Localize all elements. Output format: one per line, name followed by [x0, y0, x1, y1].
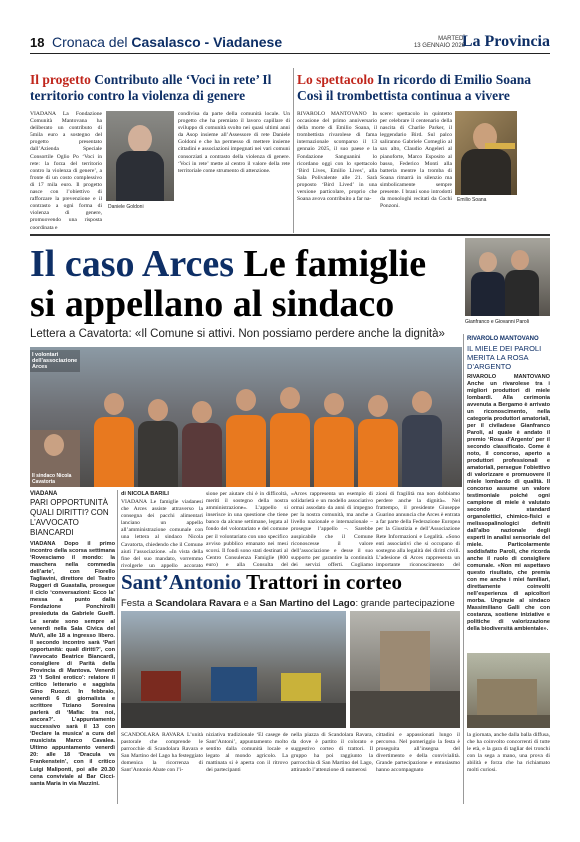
- section-title: Cronaca del Casalasco - Viadanese: [52, 34, 283, 50]
- page-header: [30, 34, 550, 54]
- santantonio-headline: Sant’Antonio Trattori in corteo: [121, 570, 402, 594]
- main-col4: zioni di fragilità ma non dobbiamo perdere anche la dignità». Nel frattempo, il presidente Giuseppe Guarino annuncia che Arces è entrata a far parte della Federazione Europea per la Giustizia e dell’Associazione Rete Informazioni e Legalità. «Sono enti associativi che si occupano di sostegno alla legalità dei diritti civili. L’adesione di Arces rappresenta un importante riconoscimento del: [376, 491, 460, 568]
- main-col2: sione per aiutare chi è in difficoltà, meriti il sostegno della nostra amministrazione». L’appello si inserisce in una questione che tiene banco da alcune settimane, legata al fondo del volontariato e del comune per il volontariato con uno specifico avviso pubblico emanato nei mesi scorsi. Il fondi sono stati destinati al Centro Consulenza Famiglie (800 euro) e alla Consulta del: [206, 491, 288, 568]
- column-divider: [293, 68, 294, 233]
- left-title: PARI OPPORTUNITÀ QUALI DIRITTI? CON L’AVVOCATO BIANCARDI: [30, 498, 109, 537]
- story1-photo: [106, 111, 174, 201]
- paroli-photo-caption: Gianfranco e Giovanni Paroli: [465, 319, 529, 325]
- mayor-inset-photo: [30, 430, 80, 487]
- main-headline: Il caso Arces Le famiglie si appellano al sindaco: [30, 243, 427, 325]
- story2-col2: scere: spettacolo in quintetto per celebrare il centenario della nascita di Charlie Parker, il leggendario Bird. Sul palco saliranno Gabriele Comeglio al sax alto, Claudio Angeleri al pianoforte, Marco Esposito al basso, Federico Monti alla batteria mentre la tromba di Soana rimarrà in silenzio ma simbolicamente sempre presente. I brani sono introdotti da monologhi recitati da Cochi Ponzoni.: [380, 111, 452, 210]
- santantonio-subtitle: Festa a Scandolara Ravara e a San Martino del Lago: grande partecipazione: [121, 598, 455, 609]
- santantonio-col2: niziativa tradizionale ‘El casege de Sant’Antoni’, appuntamento molto sentito dalla comunità locale e legato al mondo agricolo. La mattinata si è aperta con il ritrovo dei partecipanti: [206, 732, 288, 774]
- story2-col1: RIVAROLO MANTOVANO In occasione del primo anniversario della morte di Emilio Soana, il trombettista rivarolese di fama internazionale scomparso il 13 gennaio 2025, il suo paese e la Fondazione Sanguanini lo ricordano oggi con lo spettacolo ‘Bird Lives, Emilio Lives’, alla Sala Polivalente alle 21. Sarà proposto ‘Bird Lived’ in una versione particolare, proprio che Soana avova contribuito a far na-: [297, 111, 377, 203]
- paroli-photo: [465, 238, 550, 316]
- santantonio-col4: cittadini e appassionati lungo il percorso. Nel pomeriggio la festa è proseguita all’insegna del divertimento e della convivialità. Grande partecipazione e entusiasmo hanno accompagnato: [376, 732, 460, 774]
- story2-photo-trumpeter: [455, 111, 517, 195]
- byline: di NICOLA BARILI: [121, 491, 169, 497]
- left-kicker: VIADANA: [30, 491, 58, 497]
- santantonio-col5: la giornata, anche dalla balla diffusa, che ha coinvolto concorrenti di tutte le età, e la gara di tagliar dei tronchi con la sega a mano, una prova di abilità e forza che ha richiamato molti curiosi.: [467, 732, 550, 774]
- sidebar-kicker: RIVAROLO MANTOVANO: [467, 336, 539, 342]
- main-subtitle: Lettera a Cavatorta: «Il Comune si attivi. Non possiamo perdere anche la dignità»: [30, 328, 445, 340]
- newspaper-logo: La Provincia: [461, 33, 550, 50]
- sidebar-title: IL MIELE DEI PAROLI MERITA LA ROSA D’ARGENTO: [467, 344, 542, 371]
- column-divider: [117, 490, 118, 804]
- page-number: 18: [30, 35, 45, 50]
- santantonio-col1: SCANDOLARA RAVARA L’unità pastorale che comprende le parrocchie di Scandolara Ravara e San Martino del Lago ha festeggiato domenica la ricorrenza di Sant’Antonio Abate con l’i-: [121, 732, 203, 774]
- santantonio-col3: nella piazza di Scandolara Ravara, da dove è partito il colorato e suggestivo corteo di trattori. Il gruppo ha poi raggiunto la parrocchia di San Martino del Lago, attirando l’attenzione di numerosi: [291, 732, 373, 774]
- arces-volunteers-photo: [30, 347, 462, 487]
- left-text: VIADANA Dopo il primo incontro della scorsa settimana ‘Rovesciamo il mondo: la maschera nella commedia dell’arte’, con Fiorello Tagliavini, direttore del Teatro Ruggeri di Guastalla, prosegue il ciclo ‘conversazioni: Ecco la’ messa a punto dalla Fondazione Ponchirolli presieduta da Gabriele Guelfi. Le serate sono sempre al venerdì nella Sala Civica del MuVi, alle 18 a ingresso libero. Il secondo incontro sarà ‘Pari opportunità: quali diritti?’, con l’avvocato Beatrice Biancardi, consigliere di Parità della Provincia di Mantova. Venerdì 23 ‘I Solini erotico’: relatore il critico letterario e saggista Gino Ruozzi. In febbraio, venerdì 6 di giornalista e scrittore Tiziano Soresina parlerà di ‘Mafia: tra noi, ancora?’. L’appuntamento successivo sarà il 13 con ‘Declare la musica’ a cura del musicista Marco Cavalea. Ultimo appuntamento venerdì 20: alle 18 ‘Dracula vs Frankenstein’, con il critico Luigi Maliponti, poi alle 20.30 cena conviviale al Bar Cicci-santa Maria in via Mazzini.: [30, 541, 115, 787]
- mayor-inset-label: Il sindaco Nicola Cavatorta: [32, 473, 72, 485]
- main-col1: di NICOLA BARILI VIADANA Le famiglie viadanesi che Arces assiste attraverso la consegna dei pacchi alimentari lanciano un appello all’amministrazione comunale con una lettera al sindaco Nicola Cavatorta, chiedendo che il Comune aiuti l’associazione. «In vista della fine del suo mandato, vorremmo rivolgerle un appello accorato: [121, 491, 203, 569]
- edition-date: MARTEDÌ 13 GENNAIO 2026: [413, 36, 465, 49]
- section-rule: [30, 234, 550, 236]
- tractor-parade-photo: [121, 611, 346, 728]
- sidebar-text: RIVAROLO MANTOVANO Anche un rivarolese tra i migliori produttori di miele lombardi. Alla cerimonia avvenuta a Bergamo è arrivato un riconoscimento, nella categoria produttori amatoriali, per il civiladese Gianfranco Paroli, al quale è andato il premio ‘Rosa d’Argento’ per il secondo classificato. Come è noto, il concorso, aperto a produttori professionali e amatoriali, persegue l’obiettivo di valorizzare e promuovere il miele lombardo di qualità. Il concorso assume un valore testimoniale poiché ogni campione di miele è valutato secondo standard organolettici, chimico-fisici e melissopalinologici definiti dall’albo nazionale degli esperti in analisi sensoriale del miele. Particolarmente soddisfatto Paroli, che ricorda anche il ruolo di consigliere comunale. «Non mi aspettavo questo risultato, che premia con me anche i miei familiari, direttamente coinvolti nell’esperienza di apicoltori morba. Ungrazie al sindaco Massimiliano Galli che con costanza, sostiene iniziative e politiche di valorizzazione della biodiversità ambientale».: [467, 374, 550, 632]
- story1-col1: VIADANA La Fondazione Comunità Mantovana ha deliberato un contributo di 5mila euro a sostegno del progetto presentato dall’Azienda Speciale Consortile Oglio Po ‘Voci in rete: la forza del territorio contro la violenza di genere’, a fronte di un costo complessivo di 17 mila euro. Il progetto nasce con l’obiettivo di rafforzare la prevenzione e il contrasto a ogni forma di violenza di genere, promuovendo una risposta coordinata e: [30, 111, 102, 231]
- story1-headline: Il progetto Contributo alle ‘Voci in rete’ Il territorio contro la violenza di genere: [30, 72, 272, 103]
- story2-headline: Lo spettacolo In ricordo di Emilio Soana Così il trombettista continua a vivere: [297, 72, 532, 103]
- story2-photo-caption: Emilio Soana: [457, 197, 487, 203]
- main-col3: «Arces rappresenta un esempio di solidarietà e un modello associativo ormai assodato da anni di impegno per la nostra comunità, ma anche a livello nazionale e internazionale – prosegue l’appello –. Sarebbe auspicabile che il Comune riconoscesse il valore dell’associazione e desse il suo supporto per garantire la continuità dei servizi offerti. Cogliamo: [291, 491, 373, 568]
- volunteers-photo-label: I volontari dell’associazione Arces: [30, 350, 80, 372]
- village-photo: [467, 653, 550, 728]
- church-parade-photo: [350, 611, 460, 728]
- story1-col2: condivisa da parte della comunità locale. Un progetto che ha premiato il lavoro capillare di sviluppo di comunità svolto nei quasi ultimi anni da Asop insieme all’Assessore di rete Daniele Goldoni e che ha permesso di mettere insieme cittadini e associazioni impegnati nei vari comuni consorziati a contrasto della violenza di genere. ‘Voci in rete’ mette al centro il valore della rete territoriale come strumento di attenzione.: [178, 111, 290, 174]
- column-divider: [463, 334, 464, 804]
- left-article: [30, 491, 115, 839]
- story1-photo-caption: Daniele Goldoni: [108, 204, 144, 210]
